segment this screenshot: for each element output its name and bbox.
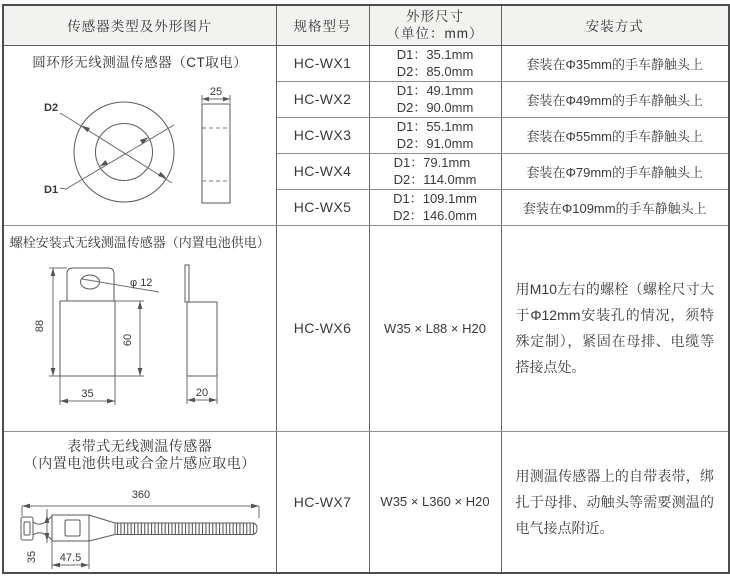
strap-body xyxy=(21,515,257,541)
dim-label-width: 35 xyxy=(81,387,94,400)
dim-d2: D2：85.0mm xyxy=(396,64,474,79)
install-cell-hc-wx6: 用M10左右的螺栓（螺栓尺寸大于Φ12mm安装孔的情况，须特殊定制），紧固在母排、电缆等搭接点处。 xyxy=(501,225,729,431)
dim-label-total-height: 88 xyxy=(34,319,46,332)
table-row-hc-wx1 xyxy=(3,45,729,81)
size-cell-hc-wx7: W35 × L360 × H20 xyxy=(369,431,501,573)
bolt-sensor-diagram xyxy=(4,251,275,417)
dim-d2: D2：114.0mm xyxy=(393,172,477,187)
strap-length-dimension xyxy=(22,489,259,518)
bolt-front-view xyxy=(34,268,159,405)
strap-sensor-picture-cell xyxy=(3,431,276,573)
size-cell-hc-wx1 xyxy=(369,45,501,81)
table-row-hc-wx7 xyxy=(3,431,729,573)
dim-d2: D2：146.0mm xyxy=(393,208,477,223)
dim-label-d1: D1 xyxy=(44,183,59,196)
size-cell-hc-wx5 xyxy=(369,189,501,225)
ring-sensor-picture-cell xyxy=(3,45,276,225)
model-cell-hc-wx2: HC-WX2 xyxy=(276,81,369,117)
ring-sensor-diagram xyxy=(4,71,275,221)
header-row xyxy=(3,5,729,45)
install-cell-hc-wx5: 套装在Φ109mm的手车静触头上 xyxy=(501,189,729,225)
bolt-sensor-picture-cell xyxy=(3,225,276,431)
ring-sensor-title: 圆环形无线测温传感器（CT取电） xyxy=(32,54,248,70)
dim-d2: D2：90.0mm xyxy=(396,100,474,115)
model-cell-hc-wx1: HC-WX1 xyxy=(276,45,369,81)
dim-label-depth: 20 xyxy=(195,386,209,399)
ring-side-view xyxy=(202,86,230,203)
model-cell-hc-wx3: HC-WX3 xyxy=(276,117,369,153)
model-cell-hc-wx4: HC-WX4 xyxy=(276,153,369,189)
model-cell-hc-wx7: HC-WX7 xyxy=(276,431,369,573)
dim-label-d2: D2 xyxy=(44,101,59,114)
install-cell-hc-wx3: 套装在Φ55mm的手车静触头上 xyxy=(501,117,729,153)
model-cell-hc-wx6: HC-WX6 xyxy=(276,225,369,431)
dim-d1: D1：109.1mm xyxy=(393,191,477,206)
strap-head-width-dimension xyxy=(52,541,89,569)
strap-sensor-title-line1: 表带式无线测温传感器 xyxy=(67,437,213,454)
dim-d1: D1：35.1mm xyxy=(396,47,474,62)
dim-d1: D1：55.1mm xyxy=(396,119,474,134)
size-cell-hc-wx3 xyxy=(369,117,501,153)
strap-sensor-title-line2: （内置电池供电或合金片感应取电） xyxy=(23,454,256,471)
model-cell-hc-wx5: HC-WX5 xyxy=(276,189,369,225)
sensor-spec-table xyxy=(2,4,730,574)
col-header-size xyxy=(369,5,501,45)
ring-front-view xyxy=(44,102,174,202)
dim-label-body-height: 60 xyxy=(122,333,134,346)
dim-d2: D2：91.0mm xyxy=(396,136,474,151)
dim-d1: D1：49.1mm xyxy=(396,83,474,98)
size-cell-hc-wx2 xyxy=(369,81,501,117)
col-header-model: 规格型号 xyxy=(276,5,369,45)
bolt-side-view xyxy=(185,265,217,404)
dim-label-height: 35 xyxy=(26,550,38,563)
col-header-type: 传感器类型及外形图片 xyxy=(3,5,276,45)
col-header-install: 安装方式 xyxy=(501,5,729,45)
bolt-sensor-title: 螺栓安装式无线测温传感器（内置电池供电） xyxy=(9,234,270,250)
dim-label-head-width: 47.5 xyxy=(59,551,82,564)
dim-label-hole: φ 12 xyxy=(130,276,153,289)
size-header-line2: （单位：mm） xyxy=(386,26,484,42)
install-cell-hc-wx7: 用测温传感器上的自带表带，绑扎于母排、动触头等需要测温的电气接点附近。 xyxy=(501,431,729,573)
dim-label-length: 360 xyxy=(131,488,151,501)
table-row-hc-wx6 xyxy=(3,225,729,431)
strap-sensor-diagram xyxy=(4,472,275,572)
dim-label-thickness: 25 xyxy=(209,85,223,98)
install-cell-hc-wx4: 套装在Φ79mm的手车静触头上 xyxy=(501,153,729,189)
size-cell-hc-wx4 xyxy=(369,153,501,189)
install-cell-hc-wx2: 套装在Φ49mm的手车静触头上 xyxy=(501,81,729,117)
dim-d1: D1：79.1mm xyxy=(393,155,471,170)
install-cell-hc-wx1: 套装在Φ35mm的手车静触头上 xyxy=(501,45,729,81)
size-header-line1: 外形尺寸 xyxy=(406,9,464,25)
size-cell-hc-wx6: W35 × L88 × H20 xyxy=(369,225,501,431)
